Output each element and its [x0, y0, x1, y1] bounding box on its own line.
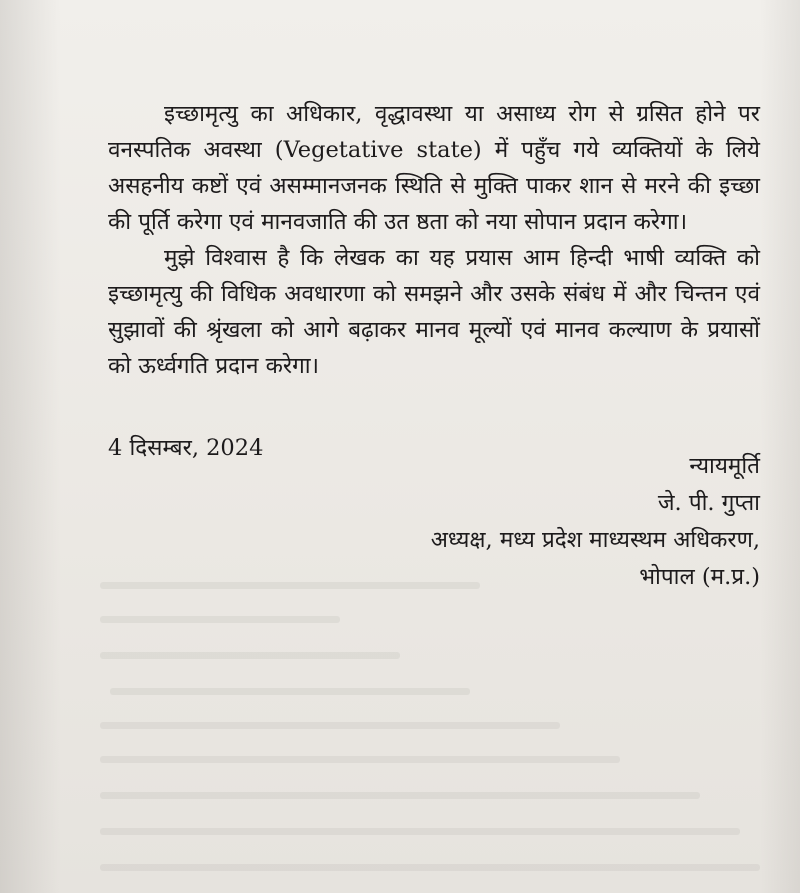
show-through-line [100, 828, 740, 835]
paragraph-2: मुझे विश्वास है कि लेखक का यह प्रयास आम हिन्दी भाषी व्यक्ति को इच्छामृत्यु की विधिक अवधारणा को समझने और उसके संबंध में और चिन्तन एवं सुझावों की श्रृंखला को आगे बढ़ाकर मानव मूल्यों एवं मानव कल्याण के प्रयासों को ऊर्ध्वगति प्रदान करेगा। [108, 245, 760, 379]
signature-designation: अध्यक्ष, मध्य प्रदेश माध्यस्थम अधिकरण, [430, 527, 760, 553]
show-through-line [100, 722, 560, 729]
show-through-line [100, 864, 760, 871]
show-through-line [100, 792, 700, 799]
body-text [108, 96, 760, 384]
date-line: 4 दिसम्बर, 2024 [108, 435, 264, 461]
show-through-line [100, 652, 400, 659]
show-through-line [100, 756, 620, 763]
signature-title: न्यायमूर्ति [689, 453, 760, 479]
show-through-line [100, 616, 340, 623]
signature-place: भोपाल (म.प्र.) [639, 564, 760, 590]
show-through-line [110, 688, 470, 695]
signature-name: जे. पी. गुप्ता [657, 490, 760, 516]
show-through-line [100, 582, 480, 589]
paragraph-1: इच्छामृत्यु का अधिकार, वृद्धावस्था या असाध्य रोग से ग्रसित होने पर वनस्पतिक अवस्था (Vegetative state) में पहुँच गये व्यक्तियों के लिये असहनीय कष्टों एवं असम्मानजनक स्थिति से मुक्ति पाकर शान से मरने की इच्छा की पूर्ति करेगा एवं मानवजाति की उत ष्ठता को नया सोपान प्रदान करेगा। [108, 101, 760, 235]
page-left-shadow [0, 0, 60, 893]
show-through-text [90, 570, 770, 890]
